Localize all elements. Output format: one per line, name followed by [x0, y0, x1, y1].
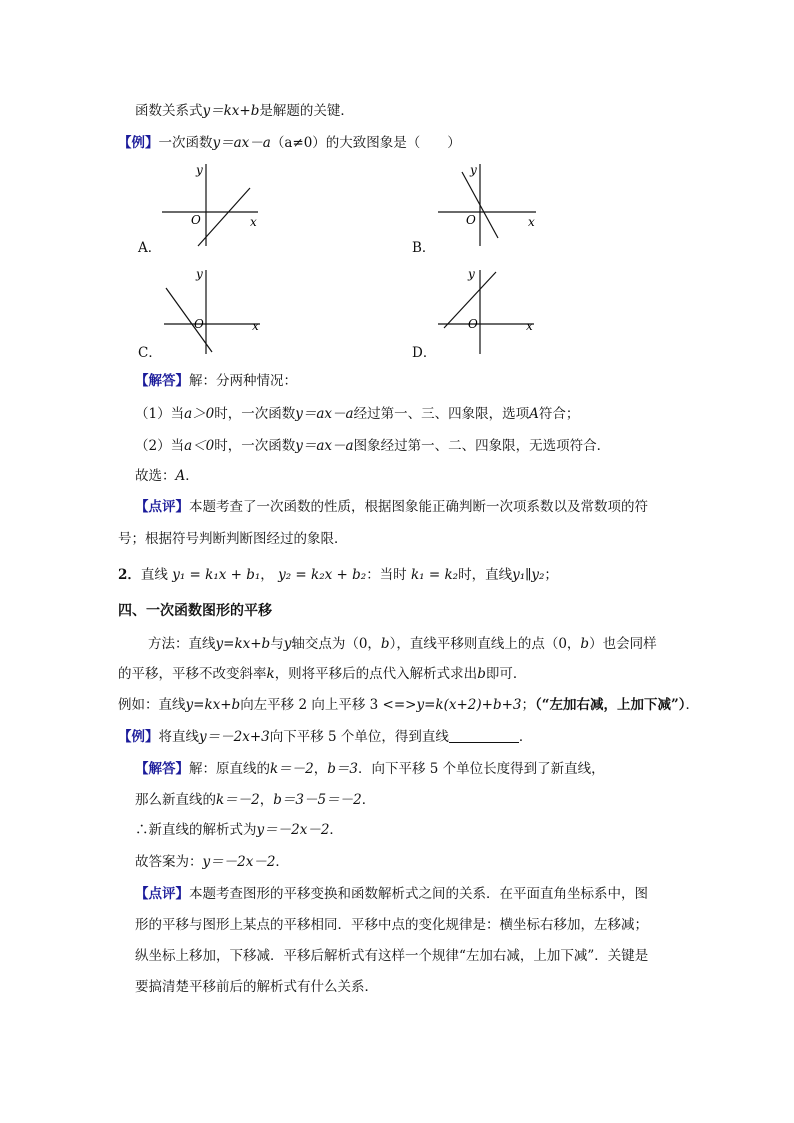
origin-label: O: [191, 213, 201, 227]
intro-line: 函数关系式y＝kx+b是解题的关键．: [135, 103, 354, 119]
axis-x-label: x: [250, 215, 257, 229]
comment2-line4: 要搞清楚平移前后的解析式有什么关系．: [135, 979, 378, 995]
answer-blank[interactable]: [449, 728, 519, 743]
axis-y-label: y: [468, 267, 475, 281]
answer-tag: 【解答】: [135, 761, 189, 777]
answer2-line3: ∴新直线的解析式为y＝－2x－2．: [135, 822, 343, 838]
axis-x-label: x: [526, 319, 533, 333]
answer1-case1: （1）当a＞0时，一次函数y＝ax－a经过第一、三、四象限，选项A符合；: [135, 406, 580, 422]
option-b-label[interactable]: B．: [412, 240, 436, 256]
answer1-case2: （2）当a＜0时，一次函数y＝ax－a图象经过第一、二、四象限，无选项符合．: [135, 438, 611, 454]
answer1-head: 【解答】解：分两种情况：: [135, 373, 297, 389]
section-title: 四、一次函数图形的平移: [118, 603, 272, 619]
example-tag: 【例】: [118, 135, 159, 151]
graph-option-a: [158, 160, 268, 250]
example2-question: 【例】将直线y＝－2x+3向下平移 5 个单位，得到直线 ．: [118, 729, 533, 745]
axis-x-label: x: [528, 215, 535, 229]
comment1-line1: 【点评】本题考查了一次函数的性质，根据图象能正确判断一次项系数以及常数项的符: [135, 499, 648, 515]
origin-label: O: [466, 213, 476, 227]
axis-y-label: y: [196, 267, 203, 281]
graph-option-c: [160, 266, 270, 356]
comment1-line2: 号；根据符号判断判断图经过的象限．: [118, 531, 348, 547]
example-shift-line: 例如：直线y=kx+b向左平移 2 向上平移 3 <=>y=k(x+2)+b+3；（“左加右减，上加下减”）．: [118, 697, 700, 713]
comment-tag: 【点评】: [135, 499, 189, 515]
answer2-line1: 【解答】解：原直线的k＝－2，b＝3．向下平移 5 个单位长度得到了新直线，: [135, 761, 605, 777]
option-c-label[interactable]: C．: [138, 345, 162, 361]
example-tag: 【例】: [118, 729, 159, 745]
option-d-label[interactable]: D．: [412, 345, 437, 361]
axis-y-label: y: [196, 163, 203, 177]
method-line1: 方法：直线y=kx+b与y轴交点为（0，b），直线平移则直线上的点（0，b）也会同样: [148, 636, 657, 652]
axis-x-label: x: [252, 319, 259, 333]
comment2-line1: 【点评】本题考查图形的平移变换和函数解析式之间的关系．在平面直角坐标系中，图: [135, 886, 648, 902]
comment-tag: 【点评】: [135, 886, 189, 902]
answer2-line4: 故答案为：y＝－2x－2．: [135, 854, 289, 870]
origin-label: O: [194, 317, 204, 331]
graph-option-b: [434, 160, 544, 250]
answer1-choice: 故选：A．: [135, 468, 199, 484]
example1-question: 【例】一次函数y＝ax－a（a≠0）的大致图象是（ ）: [118, 135, 461, 151]
answer-tag: 【解答】: [135, 373, 189, 389]
method-line2: 的平移，平移不改变斜率k，则将平移后的点代入解析式求出b即可．: [118, 666, 527, 682]
item2-line: 2．直线 y₁ = k₁x + b₁， y₂ = k₂x + b₂：当时 k₁ = k₂时，直线y₁∥y₂；: [118, 567, 558, 583]
comment2-line2: 形的平移与图形上某点的平移相同．平移中点的变化规律是：横坐标右移加，左移减；: [135, 917, 648, 933]
answer2-line2: 那么新直线的k＝－2，b＝3－5＝－2．: [135, 792, 376, 808]
axis-y-label: y: [470, 163, 477, 177]
comment2-line3: 纵坐标上移加，下移减．平移后解析式有这样一个规律“左加右减，上加下减”．关键是: [135, 948, 649, 964]
option-a-label[interactable]: A．: [138, 240, 162, 256]
graph-option-d: [434, 266, 544, 356]
origin-label: O: [468, 317, 478, 331]
